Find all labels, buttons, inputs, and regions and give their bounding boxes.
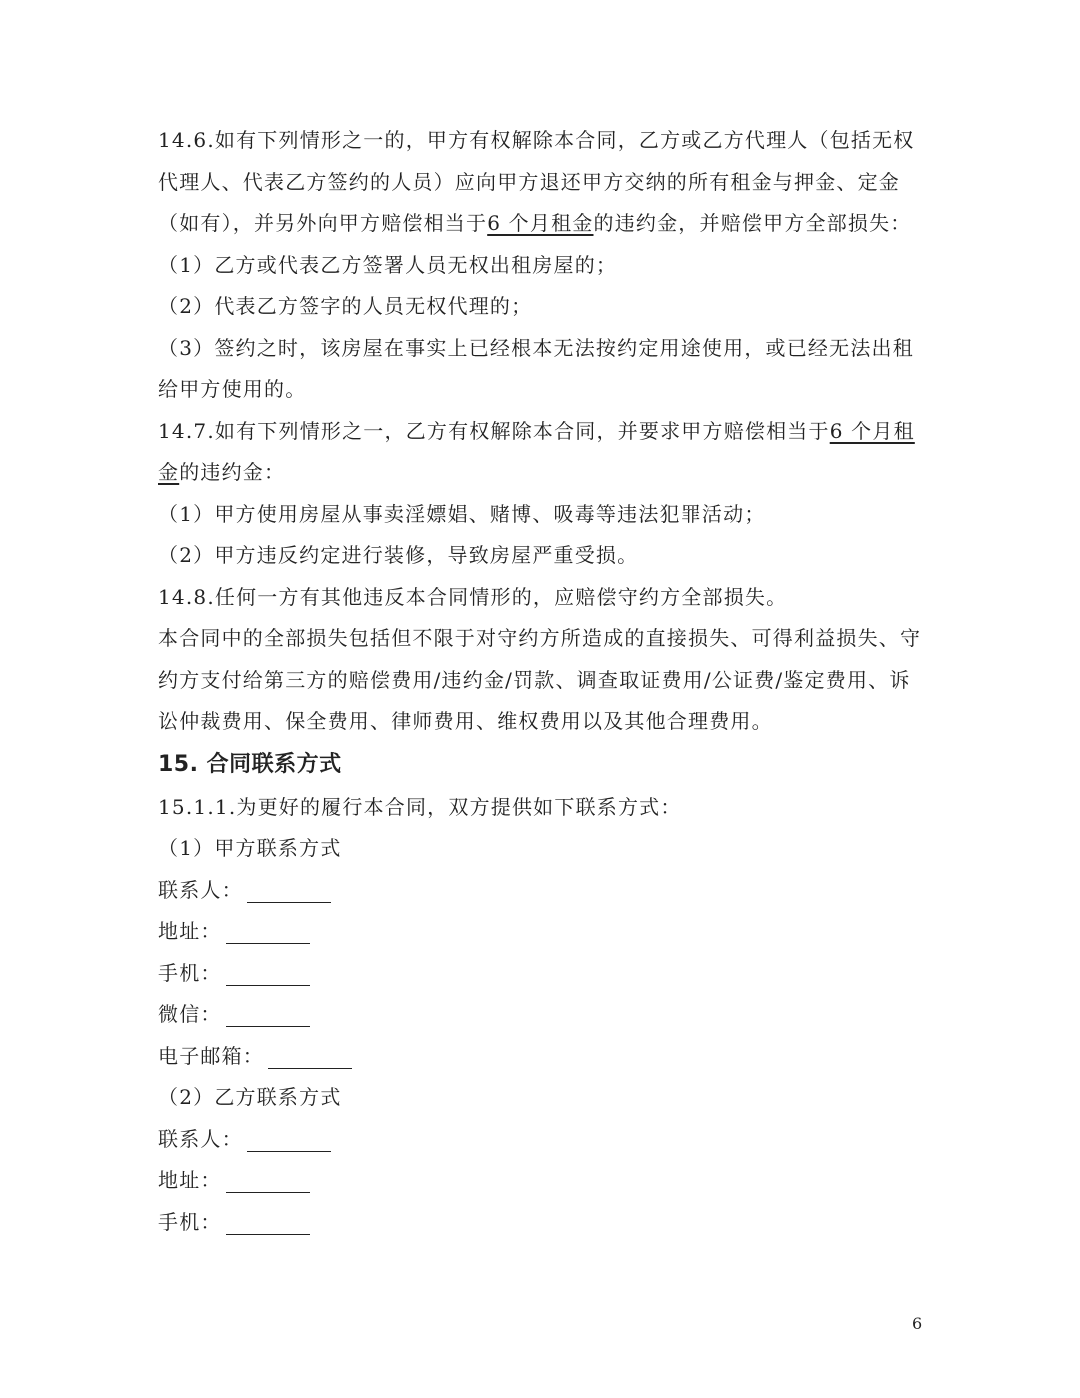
clause-14-7-line-2 [158, 452, 928, 494]
party-b-contact-person-blank[interactable] [247, 1129, 331, 1152]
party-b-contact-title: （2）乙方联系方式 [158, 1085, 342, 1109]
page-number: 6 [912, 1314, 923, 1333]
party-a-email-label: 电子邮箱： [158, 1043, 264, 1068]
section-15-intro: 15.1.1.为更好的履行本合同，双方提供如下联系方式： [158, 794, 682, 819]
clause-14-7-item-2: （2）甲方违反约定进行装修，导致房屋严重受损。 [158, 543, 639, 567]
clause-14-7-line-2-end: 的违约金： [179, 460, 286, 484]
party-a-wechat-label: 微信： [158, 1002, 222, 1026]
party-a-mobile-row [158, 953, 928, 995]
party-a-contact-person-row [158, 870, 928, 912]
penalty-six-months-rent: 6 个月租金 [487, 211, 594, 235]
clause-14-8: 14.8.任何一方有其他违反本合同情形的，应赔偿守约方全部损失。 [158, 584, 788, 609]
clause-14-7-item-1: （1）甲方使用房屋从事卖淫嫖娼、赌博、吸毒等违法犯罪活动； [158, 501, 766, 526]
party-a-email-blank[interactable] [268, 1046, 352, 1069]
clause-14-6-line-3 [158, 203, 928, 245]
clause-14-6-item-1: （1）乙方或代表乙方签署人员无权出租房屋的； [158, 252, 618, 277]
clause-14-6-line-2: 代理人、代表乙方签约的人员）应向甲方退还甲方交纳的所有租金与押金、定金 [158, 169, 900, 194]
party-a-address-blank[interactable] [226, 921, 310, 944]
party-a-mobile-blank[interactable] [226, 963, 310, 986]
section-15-heading: 15. 合同联系方式 [158, 751, 342, 777]
party-a-contact-title: （1）甲方联系方式 [158, 836, 342, 860]
clause-14-6-line-3-start: （如有），并另外向甲方赔偿相当于 [158, 211, 488, 235]
loss-definition-line-3: 讼仲裁费用、保全费用、律师费用、维权费用以及其他合理费用。 [158, 709, 773, 733]
loss-definition-line-2: 约方支付给第三方的赔偿费用/违约金/罚款、调查取证费用/公证费/鉴定费用、诉 [158, 667, 911, 692]
party-a-wechat-blank[interactable] [226, 1004, 310, 1027]
clause-14-7-line-1-start: 14.7.如有下列情形之一，乙方有权解除本合同，并要求甲方赔偿相当于 [158, 418, 830, 443]
clause-14-6-item-3-line-2: 给甲方使用的。 [158, 377, 307, 401]
party-b-mobile-label: 手机： [158, 1209, 222, 1234]
party-b-address-blank[interactable] [226, 1170, 310, 1193]
clause-14-6-line-3-end: 的违约金，并赔偿甲方全部损失： [593, 211, 912, 235]
party-a-wechat-row [158, 994, 928, 1036]
party-a-email-row [158, 1036, 928, 1078]
party-a-address-row [158, 911, 928, 953]
party-b-mobile-blank[interactable] [226, 1212, 310, 1235]
party-b-mobile-row [158, 1202, 928, 1244]
party-b-contact-person-row [158, 1119, 928, 1161]
clause-14-6-line-1: 14.6.如有下列情形之一的，甲方有权解除本合同，乙方或乙方代理人（包括无权 [158, 128, 915, 152]
penalty-six-months-rent-part-2: 金 [158, 460, 180, 484]
penalty-six-months-rent-part-1: 6 个月租 [829, 418, 915, 443]
party-b-address-label: 地址： [158, 1168, 222, 1192]
clause-14-6-item-3-line-1: （3）签约之时，该房屋在事实上已经根本无法按约定用途使用，或已经无法出租 [158, 335, 914, 360]
contract-body [158, 120, 928, 1243]
party-b-address-row [158, 1160, 928, 1202]
clause-14-6-item-2: （2）代表乙方签字的人员无权代理的； [158, 294, 533, 318]
party-b-contact-person-label: 联系人： [158, 1126, 243, 1151]
party-a-address-label: 地址： [158, 919, 222, 943]
party-a-mobile-label: 手机： [158, 960, 222, 985]
loss-definition-line-1: 本合同中的全部损失包括但不限于对守约方所造成的直接损失、可得利益损失、守 [158, 626, 922, 650]
party-a-contact-person-blank[interactable] [247, 880, 331, 903]
clause-14-7-line-1 [158, 411, 928, 453]
party-a-contact-person-label: 联系人： [158, 877, 243, 902]
